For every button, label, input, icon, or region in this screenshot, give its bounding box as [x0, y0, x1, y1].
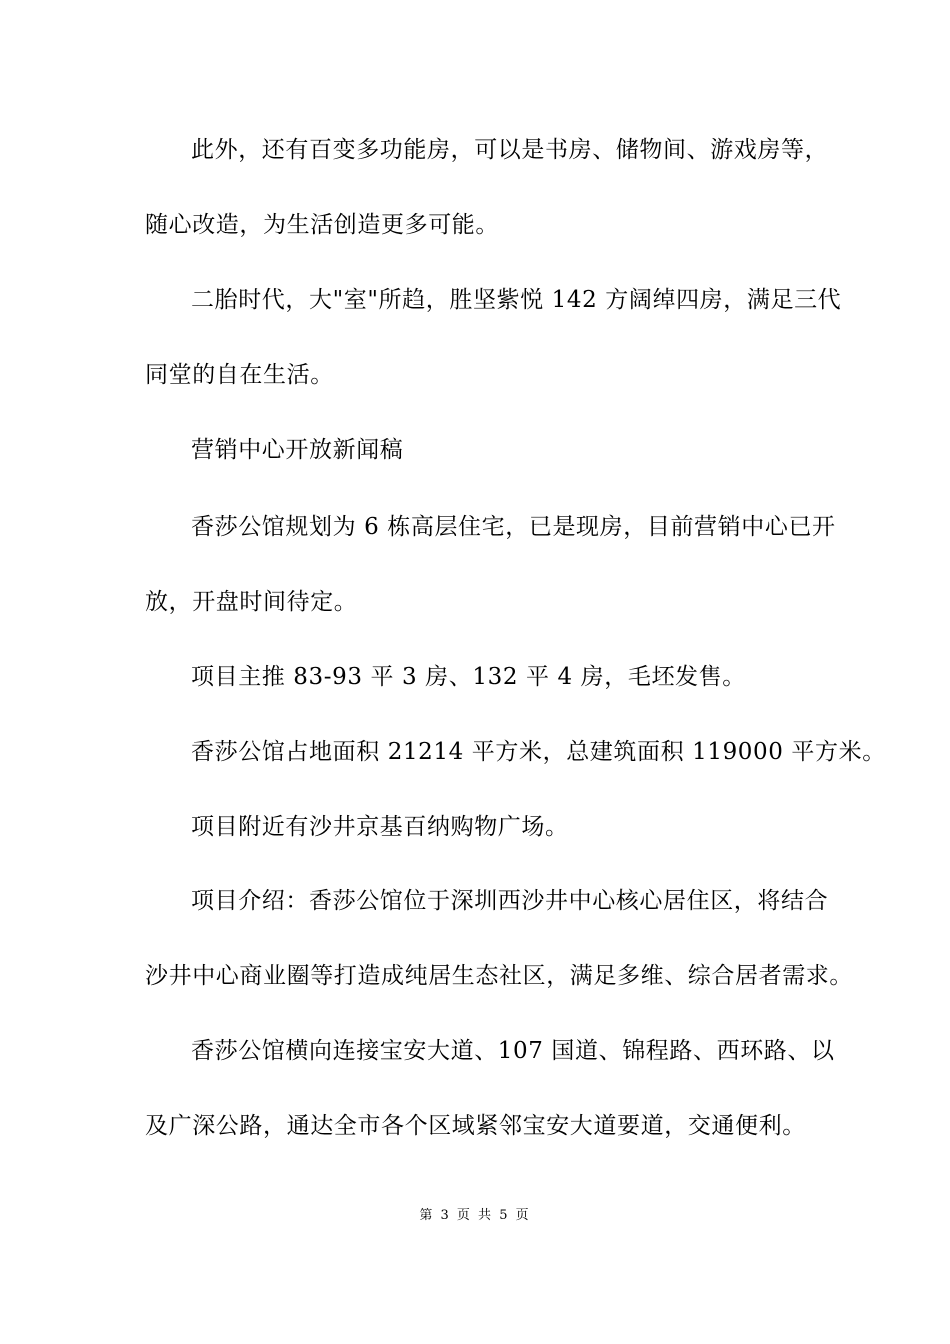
paragraph-line: 香莎公馆占地面积 21214 平方米，总建筑面积 119000 平方米。 — [191, 739, 886, 765]
paragraph-line: 香莎公馆规划为 6 栋高层住宅，已是现房，目前营销中心已开 — [191, 514, 836, 540]
paragraph-line: 同堂的自在生活。 — [145, 362, 334, 388]
paragraph-line: 项目主推 83-93 平 3 房、132 平 4 房，毛坯发售。 — [191, 664, 746, 690]
paragraph-line: 香莎公馆横向连接宝安大道、107 国道、锦程路、西环路、以 — [191, 1038, 835, 1064]
paragraph-line: 二胎时代，大"室"所趋，胜坚紫悦 142 方阔绰四房，满足三代 — [191, 287, 842, 313]
paragraph-line: 此外，还有百变多功能房，可以是书房、储物间、游戏房等， — [191, 137, 829, 163]
paragraph-line: 项目附近有沙井京基百纳购物广场。 — [191, 814, 569, 840]
paragraph-line: 沙井中心商业圈等打造成纯居生态社区，满足多维、综合居者需求。 — [145, 963, 853, 989]
paragraph-line: 项目介绍：香莎公馆位于深圳西沙井中心核心居住区，将结合 — [191, 888, 829, 914]
paragraph-line: 随心改造，为生活创造更多可能。 — [145, 212, 499, 238]
section-heading: 营销中心开放新闻稿 — [191, 437, 404, 463]
paragraph-line: 及广深公路，通达全市各个区域紧邻宝安大道要道，交通便利。 — [145, 1113, 806, 1139]
paragraph-line: 放，开盘时间待定。 — [145, 589, 358, 615]
page-number-footer: 第 3 页 共 5 页 — [419, 1208, 531, 1223]
